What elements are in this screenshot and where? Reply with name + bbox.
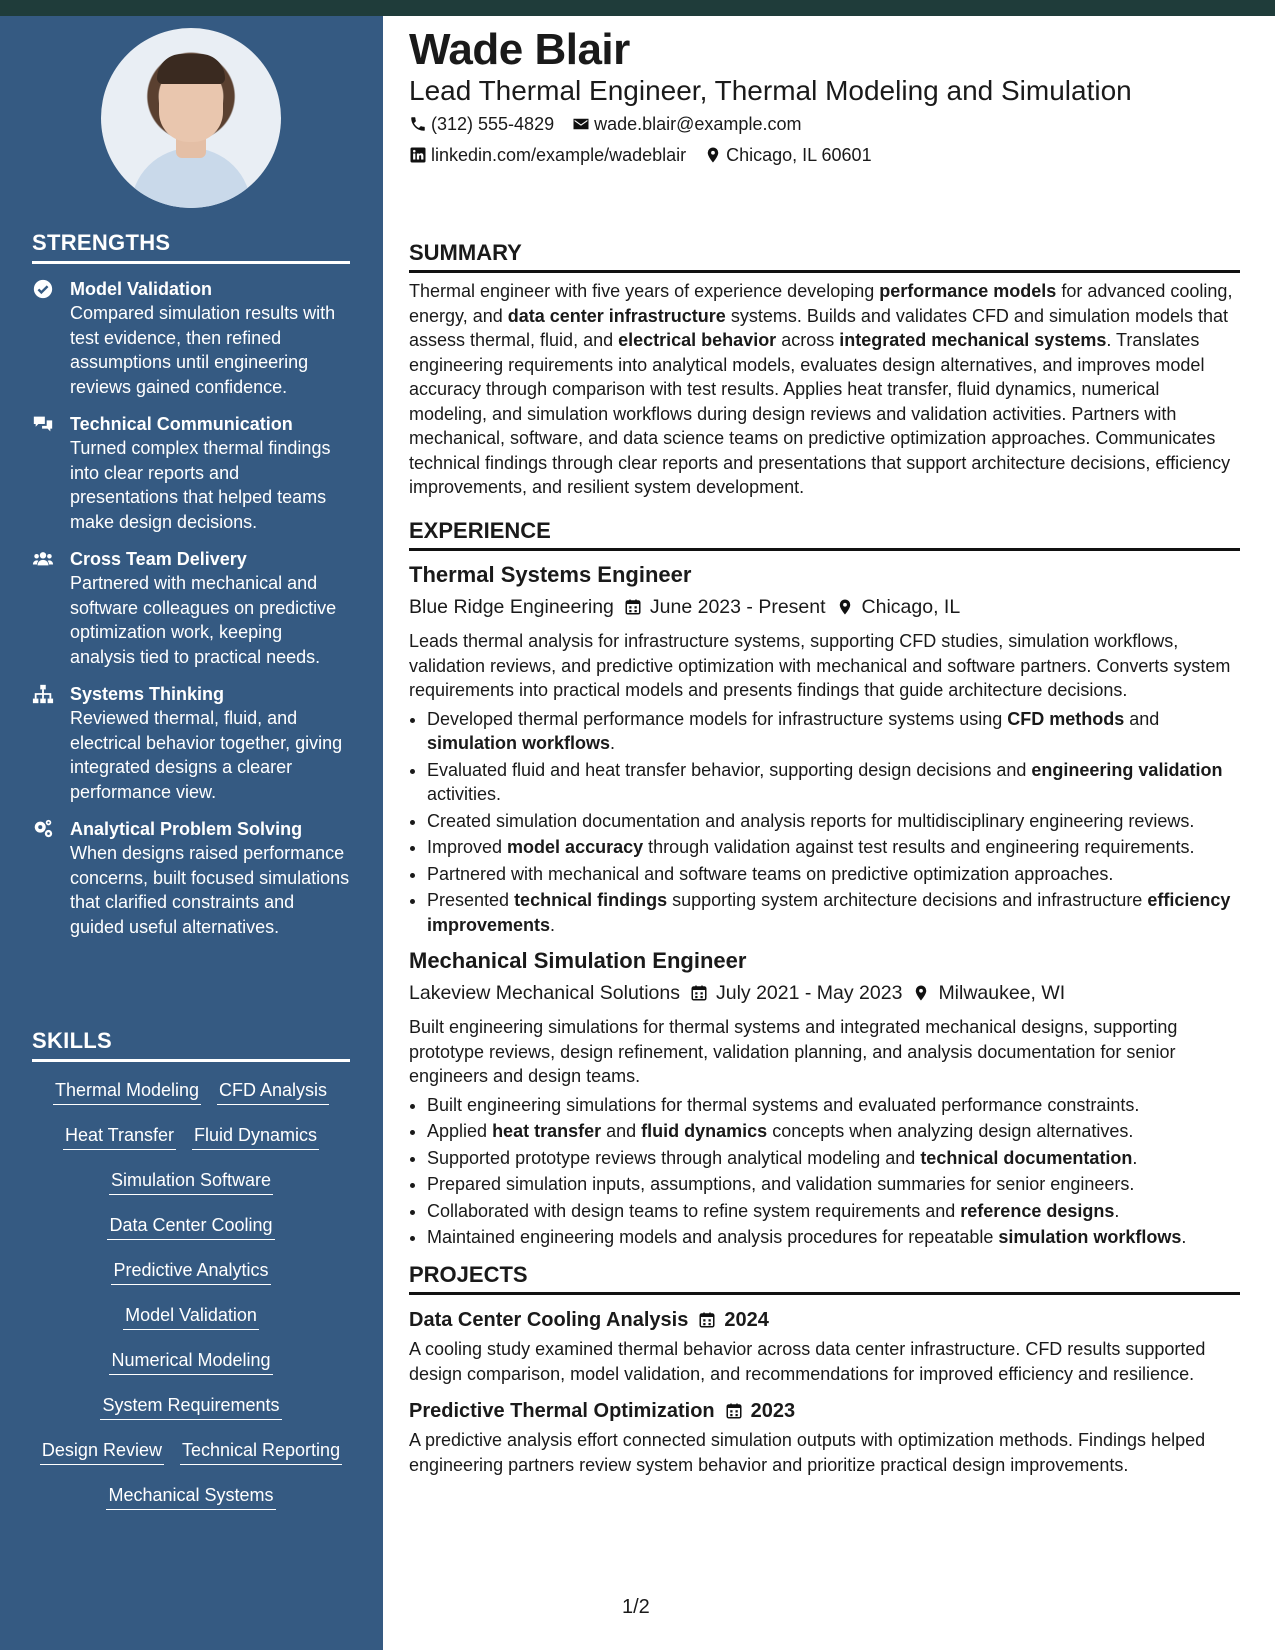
strength-item [32, 412, 350, 534]
skill-tag: Thermal Modeling [53, 1074, 201, 1105]
job-entry [409, 947, 1240, 1250]
text-run: supporting system architecture decisions and infrastructure [667, 890, 1148, 910]
text-run: . [1114, 1200, 1120, 1221]
strength-title: Systems Thinking [70, 684, 225, 704]
bold-phrase: technical findings [514, 890, 668, 910]
text-run: Maintained engineering models and analysis procedures for repeatable [427, 1227, 999, 1247]
experience-section [409, 518, 1240, 1252]
job-location [912, 979, 1065, 1007]
skill-tag: CFD Analysis [217, 1074, 329, 1105]
project-year-text: 2023 [750, 1400, 796, 1422]
project-title-row [409, 1307, 1240, 1333]
contact-row-1 [409, 112, 801, 136]
projects-section [409, 1262, 1240, 1477]
strength-description: Compared simulation results with test evidence, then refined assumptions until engineering reviews gained confidence. [70, 303, 336, 397]
job-entry [409, 561, 1240, 937]
job-dates-text: July 2021 - May 2023 [715, 982, 903, 1004]
strength-description: Partnered with mechanical and software colleagues on predictive optimization work, keeping analysis tied to practical needs. [70, 573, 337, 667]
strength-title: Model Validation [70, 279, 213, 299]
text-run: Collaborated with design teams to refine system requirements and [427, 1200, 961, 1221]
check-circle-icon [32, 278, 54, 300]
text-run: . [610, 733, 616, 753]
bullet-item [427, 888, 1240, 937]
bold-phrase: model accuracy [507, 837, 644, 857]
summary-section [409, 240, 1240, 500]
projects-list [409, 1307, 1240, 1477]
bold-phrase: reference designs [960, 1200, 1115, 1221]
job-bullets [409, 1093, 1240, 1250]
project-entry [409, 1398, 1240, 1477]
project-entry [409, 1307, 1240, 1386]
bold-phrase: data center infrastructure [507, 305, 726, 326]
project-description: A predictive analysis effort connected simulation outputs with optimization methods. Findings helped engineering partners review system behavior and prioritize practical design improvements. [409, 1430, 1206, 1475]
phone-item [409, 112, 554, 136]
bold-phrase: fluid dynamics [641, 1121, 768, 1141]
bullet-item [427, 707, 1240, 756]
top-bar [0, 0, 1275, 16]
linkedin-text: linkedin.com/example/wadeblair [431, 145, 687, 165]
strength-description: When designs raised performance concerns, built focused simulations that clarified constraints and guided useful alternatives. [70, 843, 350, 937]
text-run: systems. Builds and validates CFD and simulation models that assess thermal, fluid, and [409, 305, 1229, 350]
strengths-heading: STRENGTHS [32, 230, 350, 264]
skill-tag: Predictive Analytics [111, 1254, 270, 1285]
text-run: . [1132, 1147, 1138, 1168]
calendar-icon [690, 984, 708, 1002]
text-run: activities. [427, 784, 502, 804]
calendar-icon [725, 1402, 743, 1420]
skills-list [32, 1062, 350, 1518]
skill-tag: Fluid Dynamics [192, 1119, 319, 1150]
text-run: Developed thermal performance models for infrastructure systems using [427, 708, 1008, 729]
bullet-item [427, 1225, 1240, 1250]
strength-title: Technical Communication [70, 414, 293, 434]
bullet-item [427, 758, 1240, 807]
job-meta [409, 979, 1240, 1007]
skill-tag: Numerical Modeling [109, 1344, 272, 1375]
users-icon [32, 548, 54, 570]
skill-tag: Technical Reporting [180, 1434, 342, 1465]
text-run: Improved [427, 837, 508, 857]
bold-phrase: simulation workflows [998, 1227, 1182, 1247]
bold-phrase: efficiency improvements [427, 890, 1231, 935]
calendar-icon [624, 598, 642, 616]
email-text: wade.blair@example.com [594, 114, 802, 134]
skill-tag: Model Validation [123, 1299, 259, 1330]
bullet-item [427, 862, 1240, 887]
job-description: Built engineering simulations for thermal systems and integrated mechanical designs, supporting prototype reviews, design refinement, validation planning, and analysis documentation for senior engineers and design teams. [409, 1017, 1178, 1086]
text-run: Applied [427, 1121, 493, 1141]
skill-tag: Simulation Software [109, 1164, 273, 1195]
project-title: Data Center Cooling Analysis [409, 1309, 689, 1331]
bullet-item [427, 1146, 1240, 1171]
sidebar [0, 16, 383, 1650]
skill-tag: Design Review [40, 1434, 164, 1465]
strength-title: Analytical Problem Solving [70, 819, 303, 839]
project-title-row [409, 1398, 1240, 1424]
map-pin-icon [912, 984, 930, 1002]
job-bullets [409, 707, 1240, 938]
strength-item [32, 817, 350, 939]
bold-phrase: integrated mechanical systems [839, 330, 1107, 350]
skill-tag: System Requirements [100, 1389, 281, 1420]
bold-phrase: engineering validation [1031, 759, 1223, 780]
text-run: concepts when analyzing design alternatives. [767, 1121, 1134, 1141]
job-dates [690, 979, 902, 1007]
job-description: Leads thermal analysis for infrastructure systems, supporting CFD studies, simulation workflows, validation reviews, and predictive optimization with mechanical and software partners. Converts system requirements into practical models and presents findings that guide architecture decisions. [409, 631, 1231, 700]
text-run: and [1124, 708, 1160, 729]
strength-description: Reviewed thermal, fluid, and electrical behavior together, giving integrated designs a clearer performance view. [70, 708, 343, 802]
bullet-item [427, 1119, 1240, 1144]
company-name: Blue Ridge Engineering [409, 596, 614, 618]
project-year-text: 2024 [724, 1309, 769, 1331]
skill-tag: Data Center Cooling [107, 1209, 274, 1240]
project-description: A cooling study examined thermal behavior across data center infrastructure. CFD results supported design comparison, model validation, and recommendations for improved efficiency and resilience. [409, 1339, 1206, 1384]
contact-row-2 [409, 143, 872, 167]
linkedin-icon [409, 146, 427, 164]
bold-phrase: technical documentation [920, 1147, 1133, 1168]
company-name: Lakeview Mechanical Solutions [409, 982, 680, 1004]
map-pin-icon [704, 146, 722, 164]
bold-phrase: performance models [879, 281, 1057, 301]
job-dates-text: June 2023 - Present [649, 596, 826, 618]
text-run: Prepared simulation inputs, assumptions, and validation summaries for senior engineers. [427, 1174, 1135, 1194]
bold-phrase: CFD methods [1007, 708, 1125, 729]
text-run: through validation against test results and engineering requirements. [643, 837, 1195, 857]
job-location-text: Chicago, IL [861, 596, 961, 618]
bullet-item [427, 1172, 1240, 1197]
strength-item [32, 547, 350, 669]
location-item [704, 143, 871, 167]
profile-photo [101, 28, 281, 208]
text-run: Built engineering simulations for thermal systems and evaluated performance constraints. [427, 1094, 1140, 1115]
strength-title: Cross Team Delivery [70, 549, 247, 569]
job-meta [409, 593, 1240, 621]
bullet-item [427, 835, 1240, 860]
job-location [836, 593, 961, 621]
text-run: . Translates engineering requirements into analytical models, evaluates design alternatives, and improves model accuracy through comparison with test results. Applies heat transfer, fluid dynamics, numerical modeling, and simulation workflows during design reviews and validation activities. Partners with mechanical, software, and data science teams on predictive optimization approaches. Communicates technical findings through clear reports and presentations that support architecture decisions, efficiency improvements, and resilient system development. [409, 330, 1231, 497]
skills-section [32, 1028, 350, 1518]
chat-bubbles-icon [32, 413, 54, 435]
projects-heading: PROJECTS [409, 1262, 1240, 1295]
bullet-item [427, 809, 1240, 834]
bullet-item [427, 1093, 1240, 1118]
strength-item [32, 277, 350, 399]
strengths-list [32, 277, 350, 939]
bullet-item [427, 1199, 1240, 1224]
bold-phrase: simulation workflows [427, 733, 611, 753]
text-run: Partnered with mechanical and software teams on predictive optimization approaches. [427, 863, 1114, 884]
strength-item [32, 682, 350, 804]
text-run: and [601, 1121, 642, 1141]
summary-text [409, 279, 1240, 500]
candidate-name: Wade Blair [409, 25, 630, 74]
candidate-title: Lead Thermal Engineer, Thermal Modeling and Simulation [409, 75, 1132, 106]
location-text: Chicago, IL 60601 [726, 145, 872, 165]
sitemap-icon [32, 683, 54, 705]
text-run: Evaluated fluid and heat transfer behavior, supporting design decisions and [427, 759, 1032, 780]
text-run: Presented [427, 890, 515, 910]
strengths-section [32, 230, 350, 939]
skills-heading: SKILLS [32, 1028, 350, 1062]
page-number: 1/2 [622, 1596, 650, 1618]
text-run: Thermal engineer with five years of experience developing [409, 281, 880, 301]
jobs-list [409, 561, 1240, 1250]
text-run: across [776, 330, 840, 350]
skill-tag: Heat Transfer [63, 1119, 176, 1150]
bold-phrase: electrical behavior [618, 330, 777, 350]
phone-text: (312) 555-4829 [431, 114, 555, 134]
text-run: for advanced cooling, energy, and [409, 281, 1233, 326]
experience-heading: EXPERIENCE [409, 518, 1240, 551]
map-pin-icon [836, 598, 854, 616]
job-title: Thermal Systems Engineer [409, 562, 692, 587]
text-run: . [550, 914, 556, 935]
linkedin-item[interactable] [409, 143, 686, 167]
calendar-icon [698, 1311, 716, 1329]
gears-icon [32, 818, 54, 840]
strength-description: Turned complex thermal findings into clear reports and presentations that helped teams make design decisions. [70, 438, 331, 532]
bold-phrase: heat transfer [492, 1121, 602, 1141]
project-year [698, 1307, 769, 1333]
text-run: . [1181, 1227, 1187, 1247]
skill-tag: Mechanical Systems [106, 1479, 275, 1510]
job-title: Mechanical Simulation Engineer [409, 948, 747, 973]
text-run: Created simulation documentation and analysis reports for multidisciplinary engineering reviews. [427, 810, 1195, 831]
email-item[interactable] [572, 112, 801, 136]
summary-heading: SUMMARY [409, 240, 1240, 273]
text-run: Supported prototype reviews through analytical modeling and [427, 1147, 921, 1168]
job-location-text: Milwaukee, WI [938, 982, 1066, 1004]
project-year [725, 1398, 796, 1424]
envelope-icon [572, 115, 590, 133]
job-dates [624, 593, 826, 621]
phone-icon [409, 115, 427, 133]
project-title: Predictive Thermal Optimization [409, 1400, 715, 1422]
